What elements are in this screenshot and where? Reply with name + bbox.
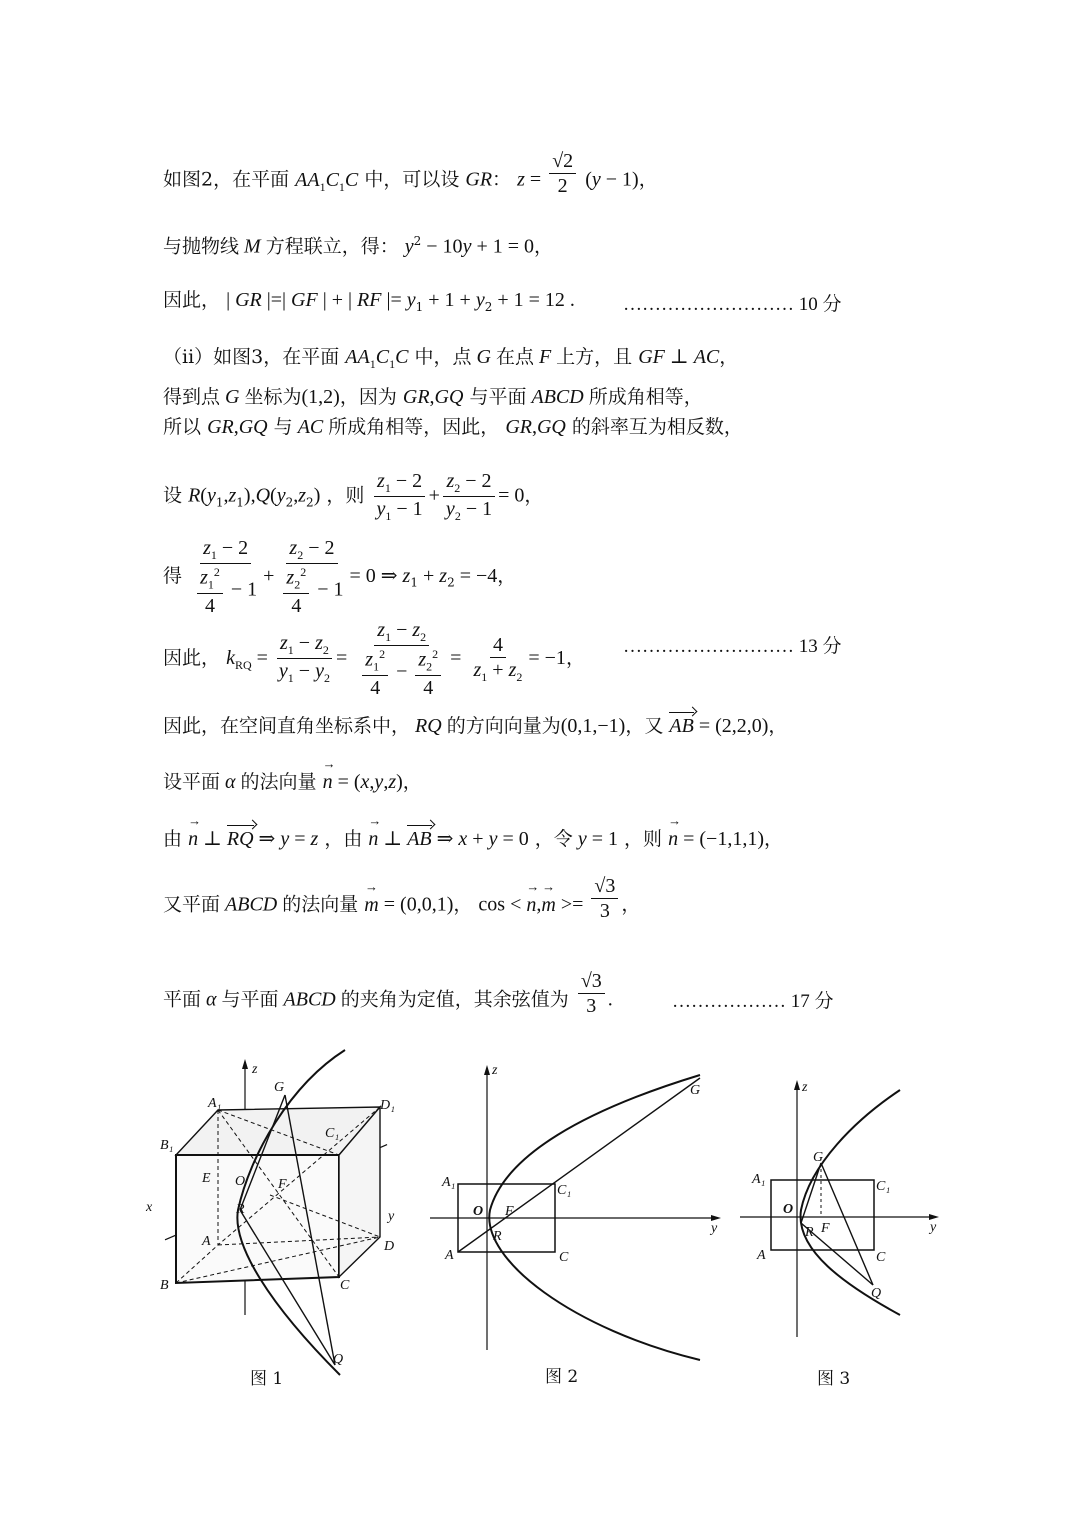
svg-text:B: B (160, 1278, 169, 1293)
text-line-4: （ⅱ）如图3，在平面 $AA_1C_1C$ 中，点 G 在点 F 上方，且 GF ⊥ AC， (163, 346, 739, 371)
text: 坐标为 (244, 386, 302, 408)
text: 因此， (163, 646, 221, 669)
svg-text:Q: Q (871, 1286, 882, 1301)
svg-text:D₁: D₁ (380, 1098, 395, 1113)
text-line-12: 由 → n ⊥ RQ ⇒ y = z ，由 → n ⊥ AB ⇒ x + y = 0 ，令 y = 1 ，则 → n = (−1,1,1)， (163, 829, 783, 849)
svg-text:R: R (493, 1229, 502, 1244)
svg-text:F: F (278, 1177, 287, 1192)
text-line-3: 因此， | GR |=| GF | + | RF |= $y_1 + 1 + y_2 + 1 = 12$ . (163, 289, 575, 314)
svg-text:R: R (236, 1202, 245, 1217)
svg-text:O: O (783, 1202, 794, 1217)
text: 方程联立，得： (265, 235, 399, 258)
svg-text:F: F (505, 1204, 514, 1219)
svg-text:O: O (235, 1174, 246, 1189)
text: 的方向向量为 (446, 715, 561, 737)
svg-text:z: z (252, 1062, 258, 1077)
svg-text:O: O (473, 1204, 484, 1219)
svg-text:y: y (930, 1220, 937, 1235)
figure-3-diagram (735, 1075, 950, 1345)
text: 所成角相等， (588, 386, 703, 408)
text-line-5: 得到点 G 坐标为(1,2)，因为 GR,GQ 与平面 ABCD 所成角相等， (163, 386, 703, 408)
svg-text:C: C (559, 1250, 569, 1265)
svg-text:D: D (384, 1239, 395, 1254)
text: 因此，在空间直角坐标系中， (163, 715, 411, 737)
figure-1-diagram (140, 1045, 420, 1385)
svg-text:B₁: B₁ (160, 1138, 174, 1153)
text: 的斜率互为相反数， (571, 416, 743, 438)
text: 的法向量 (282, 893, 359, 916)
text: 所以 (163, 416, 202, 438)
text-line-9: 因此， $k_{RQ}$ = $\frac{z_1 - z_2}{y_1 - y_2}$ = $z_1 - z_2$ $\frac{z_1^2}{4}$ − $\frac{z_2^2}{4}$ = $\frac{4}{z_1 + z_2}$ = −1， (163, 619, 585, 699)
svg-text:z: z (492, 1063, 498, 1078)
text-line-14: 平面 α 与平面 ABCD 的夹角为定值，其余弦值为 $\frac{√3}{3}$ . (163, 970, 613, 1017)
text-line-2: 与抛物线 M 方程联立，得： $y^2 - 10y + 1 = 0$， (163, 234, 554, 258)
text: ，令 (534, 828, 573, 850)
svg-text:C₁: C₁ (876, 1179, 891, 1194)
text: ，由 (324, 828, 363, 850)
svg-text:y: y (711, 1221, 718, 1236)
score-13: ……………………… 13 分 (623, 636, 842, 657)
text-line-6: 所以 GR,GQ 与 AC 所成角相等，因此， GR,GQ 的斜率互为相反数， (163, 416, 743, 438)
svg-text:Q: Q (333, 1352, 344, 1367)
svg-text:A: A (202, 1234, 211, 1249)
text: 中，可以设 (364, 168, 460, 191)
text: 因此， (163, 289, 221, 311)
text-line-13: 又平面 ABCD 的法向量 → m = (0,0,1)， cos < → n,→ m >= $\frac{√3}{3}$ ， (163, 890, 640, 921)
svg-text:A₁: A₁ (208, 1096, 222, 1111)
text-line-1: 如图2，在平面 $AA_1C_1C$ 中，可以设 GR： z = $\frac{√2}{2}$ (y − 1)， (163, 150, 658, 197)
text: ，因为 (339, 386, 397, 408)
svg-text:z: z (802, 1080, 808, 1095)
figure-1-caption: 图 1 (250, 1369, 284, 1389)
svg-text:F: F (821, 1221, 830, 1236)
text: 得 (163, 564, 183, 587)
text: 的夹角为定值，其余弦值为 (340, 988, 569, 1011)
text: 又平面 (163, 893, 221, 916)
svg-text:R: R (805, 1225, 814, 1240)
text: （ⅱ）如图3，在平面 (163, 346, 340, 368)
svg-text:G: G (813, 1150, 824, 1165)
svg-text:x: x (146, 1200, 153, 1215)
text: 上方，且 (556, 346, 633, 368)
text: 所成角相等，因此， (328, 416, 500, 438)
text: 中，点 (414, 346, 472, 368)
text: 与平面 (221, 988, 279, 1011)
text: 在点 (495, 346, 534, 368)
svg-text:A₁: A₁ (442, 1175, 456, 1190)
text: ，又 (625, 715, 664, 737)
svg-text:y: y (388, 1209, 395, 1224)
text-line-8: 得 $z_1 - 2$ $\frac{z_1^2}{4}$ − 1 + $z_2 - 2$ $\frac{z_2^2}{4}$ − 1 = 0 ⇒ $z_1 + z_2 = -4$， (163, 537, 517, 617)
text: 与平面 (469, 386, 527, 408)
text: 设 (163, 484, 183, 507)
svg-text:E: E (202, 1171, 211, 1186)
text: 得到点 (163, 386, 221, 408)
score-10: ……………………… 10 分 (623, 294, 842, 315)
score-17: ……………… 17 分 (672, 991, 834, 1012)
text-line-11: 设平面 α 的法向量 → n = (x,y,z)， (163, 772, 422, 792)
text: 与 (273, 416, 293, 438)
svg-text:G: G (690, 1083, 701, 1098)
text: ，则 (326, 484, 365, 507)
svg-text:C₁: C₁ (557, 1183, 572, 1198)
svg-text:G: G (274, 1080, 285, 1095)
figure-2-caption: 图 2 (545, 1367, 579, 1387)
text: 如图2，在平面 (163, 168, 290, 191)
svg-text:A₁: A₁ (752, 1172, 766, 1187)
text: ，则 (624, 828, 663, 850)
svg-text:C: C (876, 1250, 886, 1265)
figure-3-caption: 图 3 (817, 1369, 851, 1389)
svg-text:C₁: C₁ (325, 1126, 340, 1141)
text: 与抛物线 (163, 235, 240, 258)
figure-2-diagram (425, 1060, 725, 1370)
text-line-7: 设 $R(y_1,z_1),Q(y_2,z_2)$ ，则 $\frac{z_1 - 2}{y_1 - 1}$ + $\frac{z_2 - 2}{y_2 - 1}$ = 0， (163, 470, 544, 523)
svg-text:C: C (340, 1278, 350, 1293)
text: 由 (163, 828, 183, 850)
text-line-10: 因此，在空间直角坐标系中， RQ 的方向向量为(0,1,−1)，又 AB = (2,2,0)， (163, 715, 788, 737)
text: 的法向量 (240, 771, 317, 793)
svg-text:A: A (757, 1248, 766, 1263)
text: 平面 (163, 988, 202, 1011)
svg-text:A: A (445, 1248, 454, 1263)
text: 设平面 (163, 771, 221, 793)
